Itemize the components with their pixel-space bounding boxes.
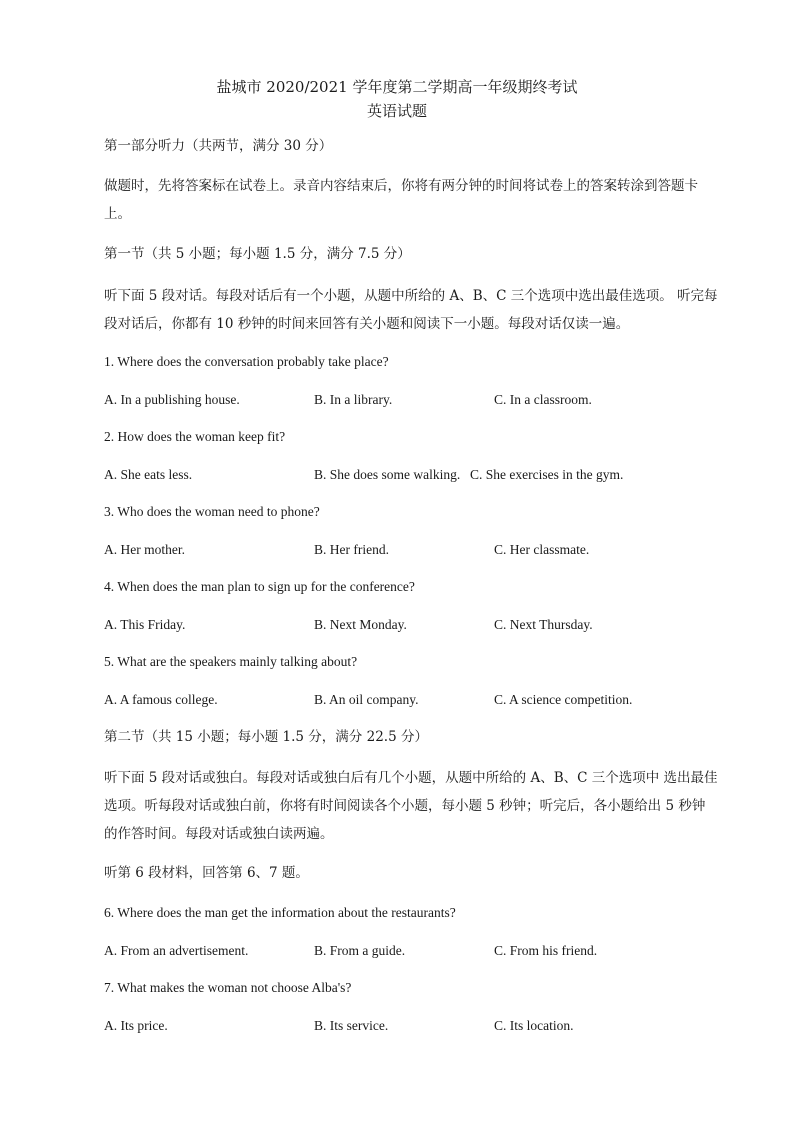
question-2-option-c: C. She exercises in the gym. bbox=[470, 467, 624, 482]
question-2-option-a: A. She eats less. bbox=[104, 467, 193, 482]
part1-heading: 第一部分听力（共两节，满分 30 分） bbox=[104, 138, 333, 154]
section2-heading: 第二节（共 15 小题；每小题 1.5 分，满分 22.5 分） bbox=[104, 729, 428, 745]
question-3-option-b: B. Her friend. bbox=[314, 542, 389, 557]
question-3-option-c: C. Her classmate. bbox=[494, 542, 590, 557]
question-2-stem: 2. How does the woman keep fit? bbox=[104, 429, 286, 444]
section2-instruction: 听下面 5 段对话或独白。每段对话或独白后有几个小题，从题中所给的 A、B、C 三个选项中 选出最佳选项。听每段对话或独白前，你将有时间阅读各个小题，每小题 5 秒钟；听完后，各小题给出 5 秒钟的作答时间。每段对话或独白读两遍。 bbox=[104, 770, 718, 842]
question-1-option-c: C. In a classroom. bbox=[494, 392, 592, 407]
question-6-option-b: B. From a guide. bbox=[314, 943, 406, 958]
question-4-option-c: C. Next Thursday. bbox=[494, 617, 593, 632]
section1-instruction: 听下面 5 段对话。每段对话后有一个小题，从题中所给的 A、B、C 三个选项中选出最佳选项。 听完每段对话后，你都有 10 秒钟的时间来回答有关小题和阅读下一小题。每段对话仅读一遍。 bbox=[104, 288, 718, 332]
question-3-stem: 3. Who does the woman need to phone? bbox=[104, 504, 320, 519]
question-5-option-a: A. A famous college. bbox=[104, 692, 218, 707]
question-7-option-c: C. Its location. bbox=[494, 1018, 574, 1033]
material-6-note: 听第 6 段材料，回答第 6、7 题。 bbox=[104, 865, 309, 881]
question-3-option-a: A. Her mother. bbox=[104, 542, 185, 557]
question-5-option-c: C. A science competition. bbox=[494, 692, 633, 707]
question-1-option-b: B. In a library. bbox=[314, 392, 393, 407]
question-1-stem: 1. Where does the conversation probably take place? bbox=[104, 354, 389, 369]
exam-subtitle: 英语试题 bbox=[366, 102, 427, 120]
question-7-option-b: B. Its service. bbox=[314, 1018, 389, 1033]
section1-heading: 第一节（共 5 小题；每小题 1.5 分，满分 7.5 分） bbox=[104, 246, 411, 262]
question-7-option-a: A. Its price. bbox=[104, 1018, 168, 1033]
part1-instruction: 做题时，先将答案标在试卷上。录音内容结束后，你将有两分钟的时间将试卷上的答案转涂到答题卡上。 bbox=[104, 178, 698, 222]
question-6-option-c: C. From his friend. bbox=[494, 943, 598, 958]
question-5-option-b: B. An oil company. bbox=[314, 692, 419, 707]
question-5-stem: 5. What are the speakers mainly talking about? bbox=[104, 654, 358, 669]
question-2-option-b: B. She does some walking. bbox=[314, 467, 461, 482]
exam-title: 盐城市 2020/2021 学年度第二学期高一年级期终考试 bbox=[216, 78, 578, 96]
question-4-option-a: A. This Friday. bbox=[104, 617, 186, 632]
question-7-stem: 7. What makes the woman not choose Alba's? bbox=[104, 980, 352, 995]
question-6-option-a: A. From an advertisement. bbox=[104, 943, 249, 958]
question-4-stem: 4. When does the man plan to sign up for the conference? bbox=[104, 579, 415, 594]
question-4-option-b: B. Next Monday. bbox=[314, 617, 407, 632]
question-6-stem: 6. Where does the man get the information about the restaurants? bbox=[104, 905, 456, 920]
question-1-option-a: A. In a publishing house. bbox=[104, 392, 240, 407]
